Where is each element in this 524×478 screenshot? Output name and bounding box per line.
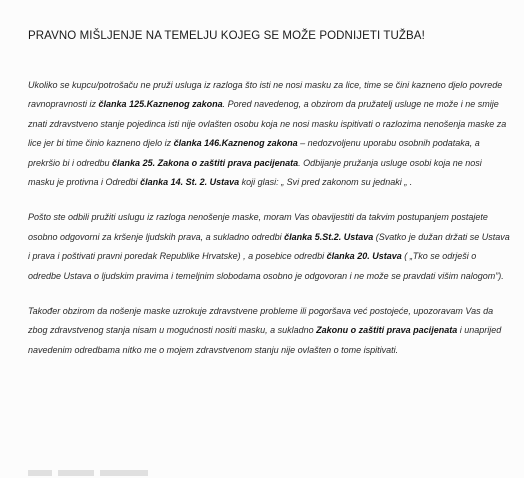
text-run: i unaprijed navedenim odredbama nitko me o mojem zdravstvenom stanju nije ovlašten o tome ispitivati. xyxy=(28,325,502,355)
bold-reference: članka 146.Kaznenog zakona xyxy=(173,138,298,149)
bold-reference: članka 25. Zakona o zaštiti prava pacijenata xyxy=(112,157,299,168)
cut-off-text-line xyxy=(28,470,148,476)
text-run: ( „Tko se odrješi o odredbe Ustava o ljudskim pravima i temeljnim slobodama osobno je odgovoran i ne može se pravdati višim nalogom”). xyxy=(28,251,504,281)
text-run: koji glasi: „ Svi pred zakonom su jednaki „ . xyxy=(239,177,413,188)
text-run: Ukoliko se kupcu/potrošaču ne pruži usluga iz razloga što isti ne nosi masku za lice, time se čini kazneno djelo povrede ravnopravnosti iz xyxy=(28,80,503,110)
text-run: (Svatko je dužan držati se Ustava i prava i poštivati pravni poredak Republike Hrvatske) , a posebice odredbi xyxy=(28,231,510,262)
paragraph-3 xyxy=(28,302,510,360)
document-title: PRAVNO MIŠLJENJE NA TEMELJU KOJEG SE MOŽE PODNIJETI TUŽBA! xyxy=(28,30,425,42)
bold-reference: Zakonu o zaštiti prava pacijenata xyxy=(316,325,458,336)
bold-reference: članka 20. Ustava xyxy=(326,251,402,262)
bold-reference: članka 125.Kaznenog zakona xyxy=(98,99,223,110)
paragraph-1 xyxy=(28,76,510,192)
text-run: . Odbijanje pružanja usluge osobi koja ne nosi masku je protivna i Odredbi xyxy=(28,157,482,188)
text-run: . Pored navedenog, a obzirom da pružatelj usluge ne može i ne smije znati zdravstveno stanje pojedinca isti nije ovlašten osobu koja ne nosi masku ispitivati o razlozima nenošenja maske za lice jer bi time činio kazneno djelo iz xyxy=(28,99,507,149)
text-run: Pošto ste odbili pružiti uslugu iz razloga nenošenje maske, moram Vas obavijestiti da takvim postupanjem postajete osobno odgovorni za kršenje ljudskih prava, a sukladno odredbi xyxy=(28,212,488,242)
text-run: Također obzirom da nošenje maske uzrokuje zdravstvene probleme ili pogoršava već postojeće, upozoravam Vas da zbog zdravstvenog stanja nisam u mogućnosti nositi masku, a sukladno xyxy=(28,306,494,336)
text-run: – nedozvoljenu uporabu osobnih podataka, a prekršio bi i odredbu xyxy=(28,138,480,168)
paragraph-2 xyxy=(28,208,510,286)
bold-reference: članka 5.St.2. Ustava xyxy=(284,231,374,242)
bold-reference: članka 14. St. 2. Ustava xyxy=(140,177,240,188)
